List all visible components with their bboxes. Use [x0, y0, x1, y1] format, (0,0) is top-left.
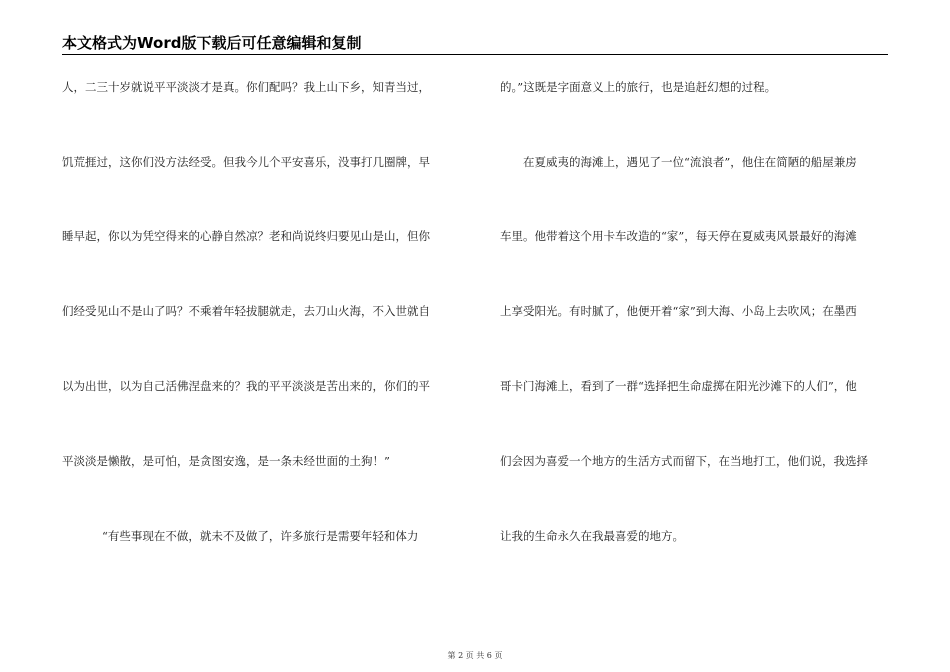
text-line: 哥卡门海滩上，看到了一群“选择把生命虚掷在阳光沙滩下的人们”，他	[500, 379, 857, 393]
page-number-footer: 第 2 页 共 6 页	[447, 651, 503, 660]
text-line: 让我的生命永久在我最喜爱的地方。	[500, 529, 684, 543]
text-line: 上享受阳光。有时腻了，他便开着“家”到大海、小岛上去吹风；在墨西	[500, 304, 857, 318]
text-line: 以为出世，以为自己活佛涅盘来的？我的平平淡淡是苦出来的，你们的平	[62, 379, 430, 393]
text-line: 们会因为喜爱一个地方的生活方式而留下，在当地打工，他们说，我选择	[500, 454, 868, 468]
text-line: 的。”这既是字面意义上的旅行，也是追赶幻想的过程。	[500, 80, 777, 94]
text-line: 平淡淡是懒散，是可怕，是贪图安逸，是一条未经世面的土狗！”	[62, 454, 390, 468]
text-line: 人，二三十岁就说平平淡淡才是真。你们配吗？我上山下乡，知青当过，	[62, 80, 430, 94]
text-line: 们经受见山不是山了吗？不乘着年轻拔腿就走，去刀山火海，不入世就自	[62, 304, 430, 318]
text-line: 饥荒捱过，这你们没方法经受。但我今儿个平安喜乐，没事打几圈牌，早	[62, 155, 430, 169]
header-title: 本文格式为Word版下载后可任意编辑和复制	[62, 34, 362, 52]
page-header	[62, 32, 888, 55]
text-line: 在夏威夷的海滩上，遇见了一位“流浪者”，他住在简陋的船屋兼房	[523, 155, 857, 169]
text-line: 睡早起，你以为凭空得来的心静自然凉？老和尚说终归要见山是山，但你	[62, 229, 430, 243]
text-line: “有些事现在不做，就未不及做了，许多旅行是需要年轻和体力	[102, 529, 419, 543]
text-line: 车里。他带着这个用卡车改造的“家”，每天停在夏威夷风景最好的海滩	[500, 229, 857, 243]
